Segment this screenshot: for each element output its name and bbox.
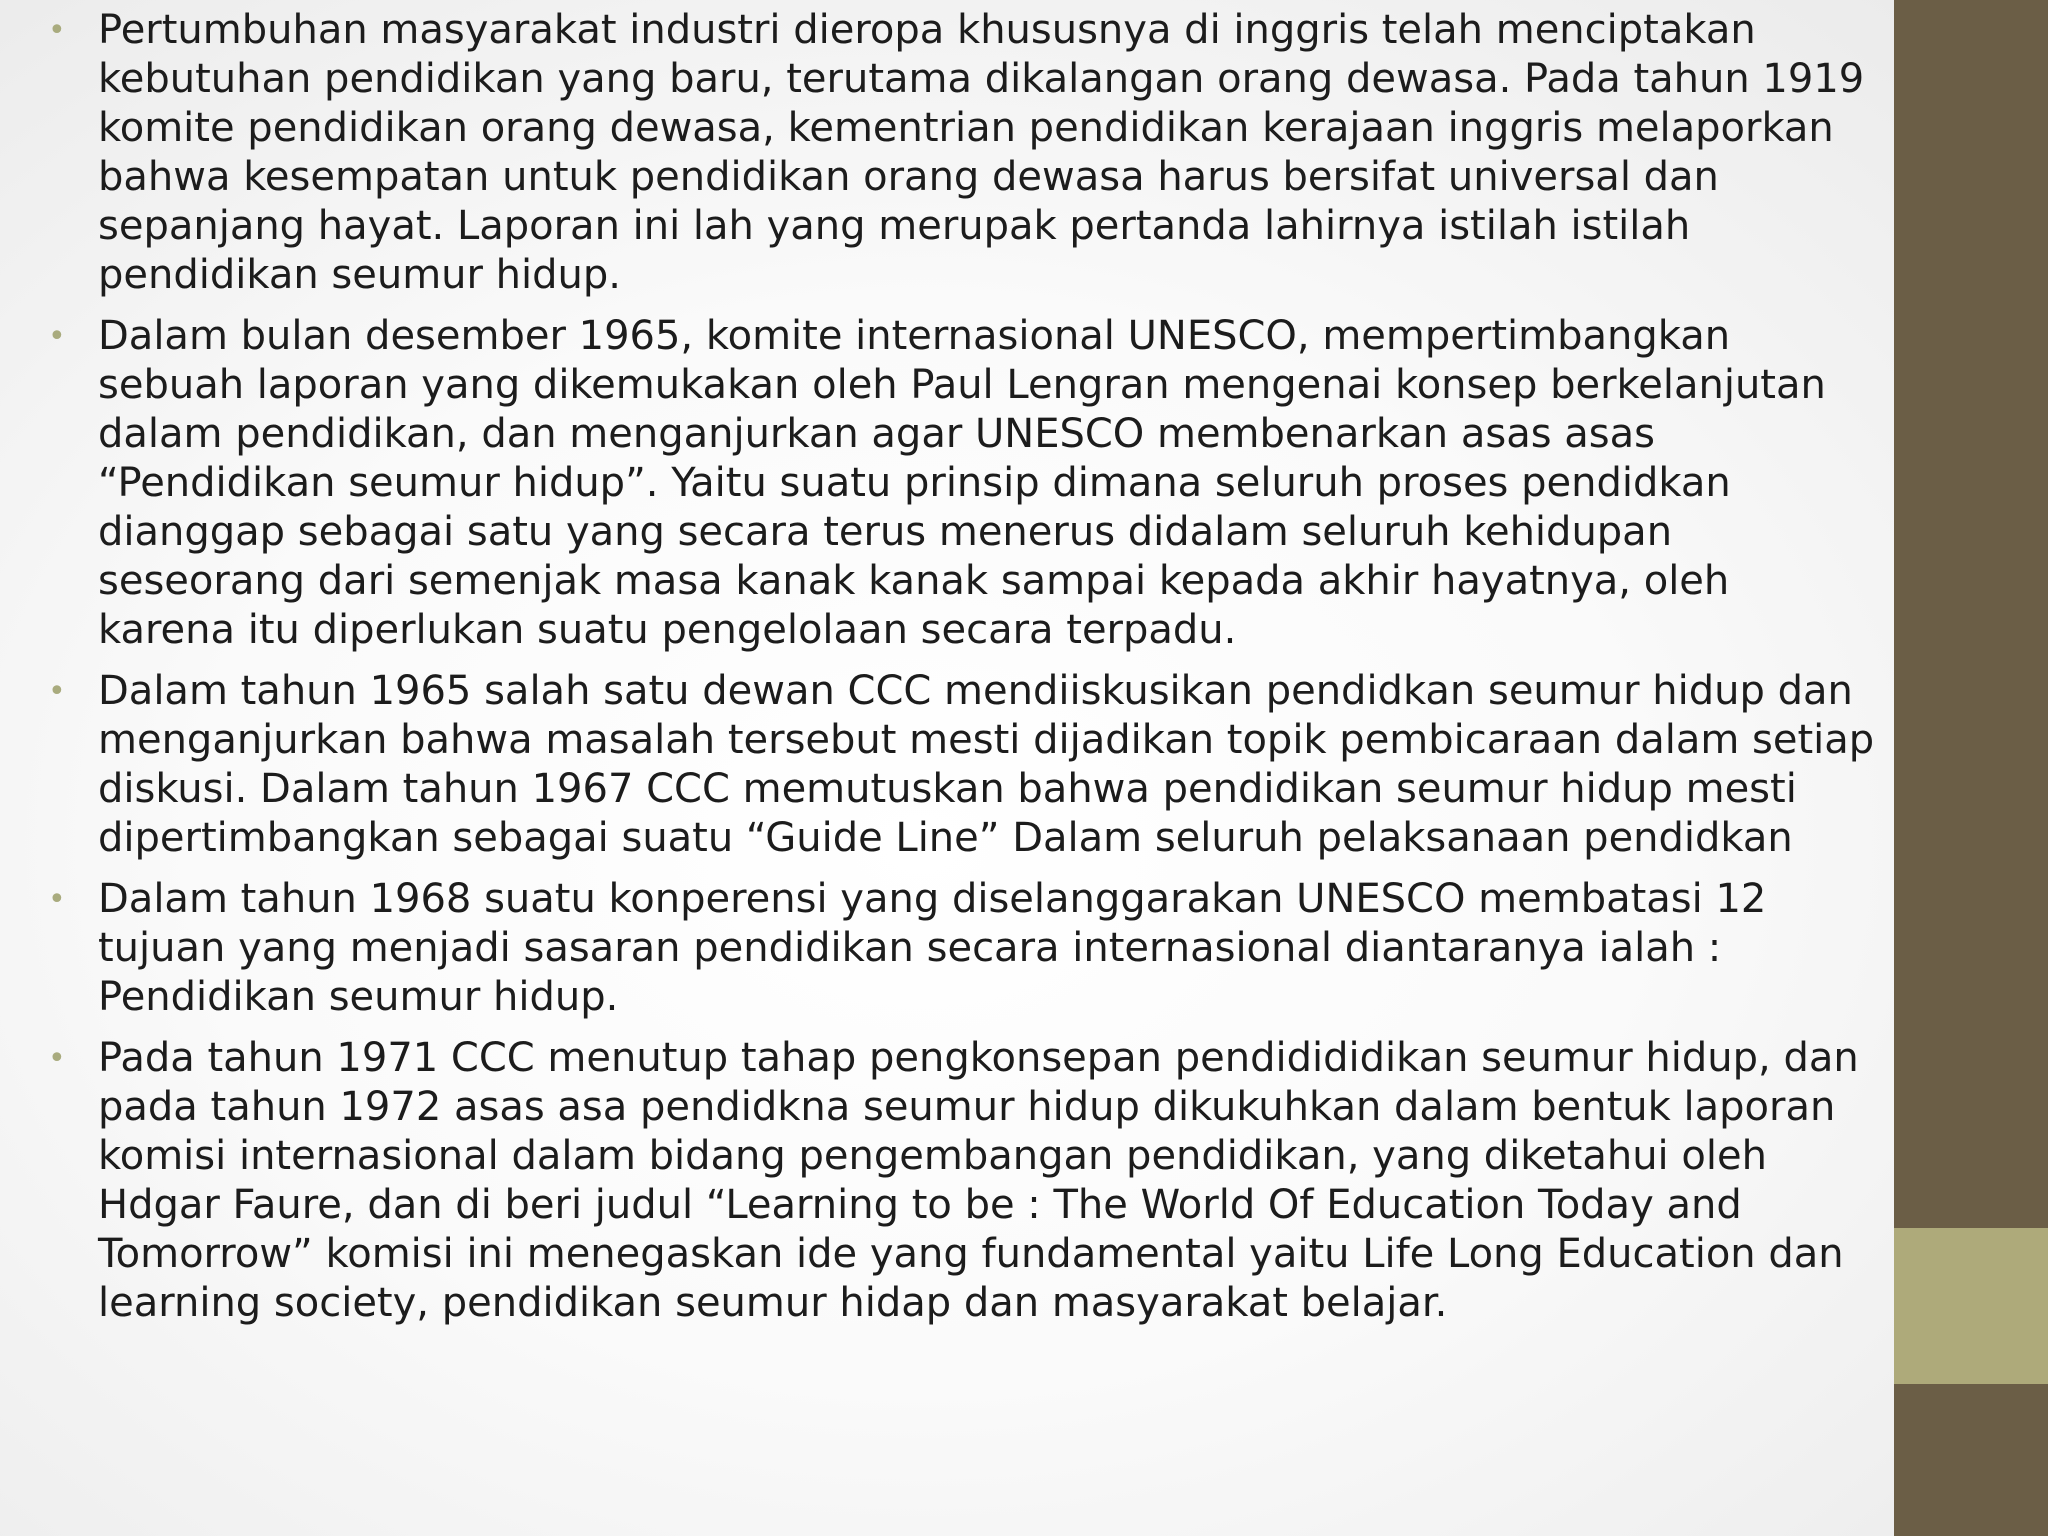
side-accent-band — [1894, 1228, 2048, 1384]
bullet-item-2 — [40, 312, 1876, 655]
bullet-text-1: Pertumbuhan masyarakat industri dieropa khususnya di inggris telah menciptakan kebutuhan pendidikan yang baru, terutama dikalangan orang dewasa. Pada tahun 1919 komite pendidikan orang dewasa, kementrian pendidikan kerajaan inggris melaporkan bahwa kesempatan untuk pendidikan orang dewasa harus bersifat universal dan sepanjang hayat. Laporan ini lah yang merupak pertanda lahirnya istilah istilah pendidikan seumur hidup. — [98, 7, 1865, 298]
bullet-text-2: Dalam bulan desember 1965, komite internasional UNESCO, mempertimbangkan sebuah laporan yang dikemukakan oleh Paul Lengran mengenai konsep berkelanjutan dalam pendidikan, dan menganjurkan agar UNESCO membenarkan asas asas “Pendidikan seumur hidup”. Yaitu suatu prinsip dimana seluruh proses pendidkan dianggap sebagai satu yang secara terus menerus didalam seluruh kehidupan seseorang dari semenjak masa kanak kanak sampai kepada akhir hayatnya, oleh karena itu diperlukan suatu pengelolaan secara terpadu. — [98, 313, 1826, 653]
bullet-item-4 — [40, 875, 1876, 1022]
bullet-dot: • — [48, 1041, 66, 1076]
slide-content — [40, 6, 1876, 1506]
bullet-item-5 — [40, 1034, 1876, 1328]
bullet-text-5: Pada tahun 1971 CCC menutup tahap pengkonsepan pendidididikan seumur hidup, dan pada tahun 1972 asas asa pendidkna seumur hidup dikukuhkan dalam bentuk laporan komisi internasional dalam bidang pengembangan pendidikan, yang diketahui oleh Hdgar Faure, dan di beri judul “Learning to be : The World Of Education Today and Tomorrow” komisi ini menegaskan ide yang fundamental yaitu Life Long Education dan learning society, pendidikan seumur hidap dan masyarakat belajar. — [98, 1035, 1859, 1326]
bullet-dot: • — [48, 882, 66, 917]
bullet-list — [40, 6, 1876, 1328]
bullet-item-1 — [40, 6, 1876, 300]
bullet-dot: • — [48, 674, 66, 709]
bullet-dot: • — [48, 13, 66, 48]
bullet-text-3: Dalam tahun 1965 salah satu dewan CCC mendiiskusikan pendidkan seumur hidup dan menganjurkan bahwa masalah tersebut mesti dijadikan topik pembicaraan dalam setiap diskusi. Dalam tahun 1967 CCC memutuskan bahwa pendidikan seumur hidup mesti dipertimbangkan sebagai suatu “Guide Line” Dalam seluruh pelaksanaan pendidkan — [98, 668, 1875, 861]
bullet-text-4: Dalam tahun 1968 suatu konperensi yang diselanggarakan UNESCO membatasi 12 tujuan yang menjadi sasaran pendidikan secara internasional diantaranya ialah : Pendidikan seumur hidup. — [98, 876, 1767, 1020]
bullet-dot: • — [48, 319, 66, 354]
bullet-item-3 — [40, 667, 1876, 863]
